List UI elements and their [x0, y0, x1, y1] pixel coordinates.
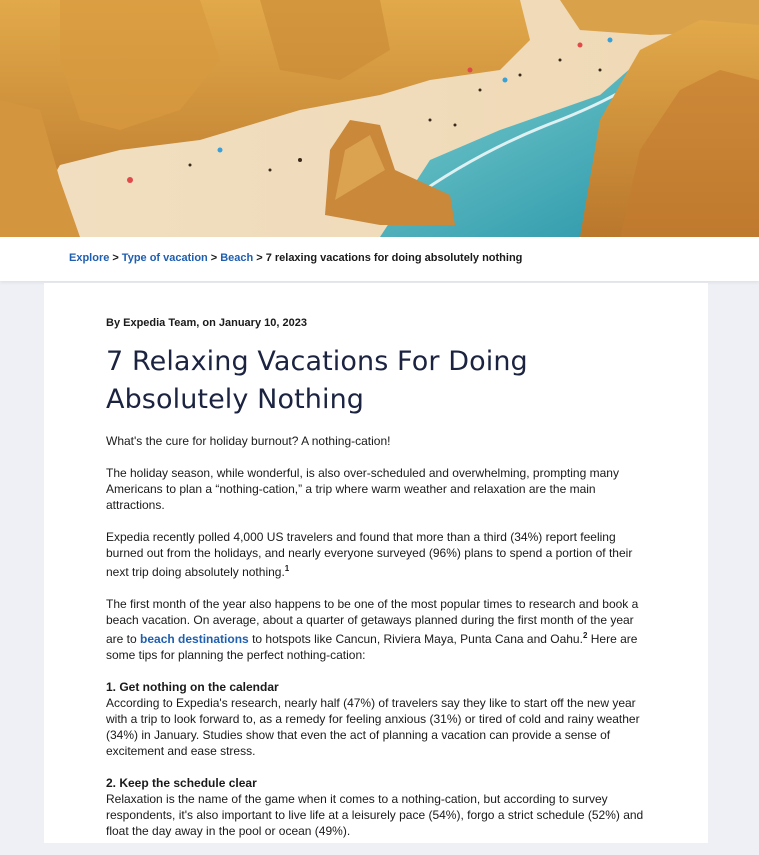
footnote-2[interactable]: 2 — [582, 631, 588, 640]
paragraph-3-text-a: The first month of the year also happens to be one of the most popular times to research and book a beach vacation. On average, about a quarter of getaways planned during the first month of the year are to — [106, 597, 639, 646]
beach-destinations-link[interactable]: beach destinations — [140, 632, 249, 646]
article-content — [106, 315, 651, 855]
breadcrumb-current: 7 relaxing vacations for doing absolutely nothing — [265, 252, 523, 264]
breadcrumb-separator: > — [256, 252, 263, 264]
article-byline: By Expedia Team, on January 10, 2023 — [106, 317, 307, 329]
breadcrumb-link-beach[interactable]: Beach — [220, 252, 254, 264]
article-intro: What's the cure for holiday burnout? A nothing-cation! — [106, 434, 391, 448]
article-paragraph-3 — [106, 596, 651, 663]
section-1-title: 1. Get nothing on the calendar — [106, 680, 279, 694]
section-1-body: According to Expedia's research, nearly half (47%) of travelers say they like to start off the new year with a trip to look forward to, as a remedy for feeling anxious (31%) or tired of cold and rainy weather (34%) in January. Studies show that even the act of planning a vacation can provide a sense of excitement and ease stress. — [106, 696, 640, 758]
breadcrumb-link-explore[interactable]: Explore — [69, 252, 110, 264]
article-section-1 — [106, 679, 651, 759]
breadcrumb — [69, 252, 522, 264]
hero-image — [0, 0, 759, 237]
breadcrumb-separator: > — [210, 252, 218, 264]
paragraph-2-text: Expedia recently polled 4,000 US travelers and found that more than a third (34%) report feeling burned out from the holidays, and nearly everyone surveyed (96%) plans to spend a portion of their next trip doing absolutely nothing. — [106, 530, 633, 579]
footnote-1[interactable]: 1 — [284, 564, 290, 573]
breadcrumb-separator: > — [112, 252, 119, 264]
breadcrumb-bar — [0, 237, 759, 281]
beach-cliffs-photo — [0, 0, 759, 237]
article-paragraph-1: The holiday season, while wonderful, is also over-scheduled and overwhelming, prompting many Americans to plan a “nothing-cation,” a trip where warm weather and relaxation are the main attractions. — [106, 466, 619, 512]
article-paragraph-2 — [106, 529, 651, 580]
paragraph-3-text-b: to hotspots like Cancun, Riviera Maya, Punta Cana and Oahu. — [252, 632, 583, 646]
article-title: 7 Relaxing Vacations For Doing Absolutely Nothing — [106, 346, 528, 415]
section-2-title: 2. Keep the schedule clear — [106, 776, 257, 790]
section-2-body: Relaxation is the name of the game when it comes to a nothing-cation, but according to survey respondents, it's also important to live life at a leisurely pace (54%), forgo a strict schedule (52%) and float the day away in the pool or ocean (49%). — [106, 792, 644, 838]
article-section-2 — [106, 775, 651, 839]
article-card — [44, 283, 708, 843]
paragraph-3-text-c: Here are some tips for planning the perfect nothing-cation: — [106, 632, 638, 662]
breadcrumb-link-type-of-vacation[interactable]: Type of vacation — [121, 252, 208, 264]
